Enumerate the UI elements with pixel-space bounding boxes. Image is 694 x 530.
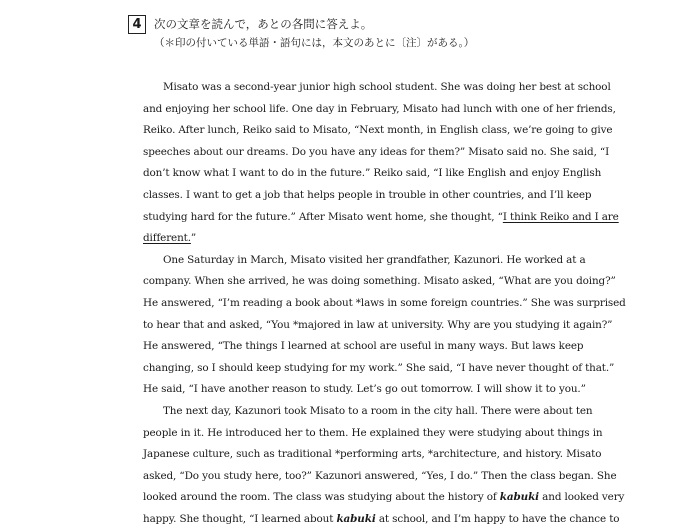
passage-line: The next day, Kazunori took Misato to a room in the city hall. There were about ten bbox=[163, 404, 593, 417]
italic-term: kabuki bbox=[336, 512, 376, 525]
passage-line: asked, “Do you study here, too?” Kazunori answered, “Yes, I do.” Then the class began. She bbox=[143, 469, 617, 482]
underlined-phrase-end: different. bbox=[143, 232, 191, 245]
passage-line: different.” bbox=[143, 232, 197, 245]
passage-line: don’t know what I want to do in the future.” Reiko said, “I like English and enjoy English bbox=[143, 167, 602, 180]
passage-line: He answered, “I’m reading a book about *laws in some foreign countries.” She was surprised bbox=[143, 296, 626, 309]
passage-line: studying hard for the future.” After Misato went home, she thought, “I think Reiko and I are bbox=[143, 210, 619, 223]
passage-line: Misato was a second-year junior high school student. She was doing her best at school bbox=[163, 81, 611, 93]
passage-line: to hear that and asked, “You *majored in law at university. Why are you studying it again?” bbox=[143, 318, 613, 331]
passage-line: classes. I want to get a job that helps people in trouble in other countries, and I’ll keep bbox=[143, 188, 592, 201]
passage-line: He said, “I have another reason to study. Let’s go out tomorrow. I will show it to you.” bbox=[143, 383, 586, 396]
passage-line: speeches about our dreams. Do you have any ideas for them?” Misato said no. She said, “I bbox=[143, 145, 610, 158]
underlined-phrase: I think Reiko and I are bbox=[502, 210, 619, 223]
vocabulary-note: （＊印の付いている単語・語句には，本文のあとに〔注〕がある。） bbox=[154, 37, 475, 49]
question-instruction: 次の文章を読んで，あとの各問に答えよ。 bbox=[154, 17, 373, 31]
passage-line: Japanese culture, such as traditional *performing arts, *architecture, and history. Misato bbox=[143, 448, 602, 461]
passage-line: and enjoying her school life. One day in February, Misato had lunch with one of her friends, bbox=[143, 102, 616, 115]
question-number-box: 4 bbox=[128, 15, 146, 34]
passage-line: company. When she arrived, he was doing something. Misato asked, “What are you doing?” bbox=[143, 275, 616, 288]
passage-line: Reiko. After lunch, Reiko said to Misato, “Next month, in English class, we’re going to give bbox=[143, 124, 613, 137]
passage-line: people in it. He introduced her to them. He explained they were studying about things in bbox=[143, 426, 603, 439]
passage-line: happy. She thought, “I learned about kabuki at school, and I’m happy to have the chance to bbox=[143, 512, 620, 525]
italic-term: kabuki bbox=[499, 491, 539, 504]
passage-line: looked around the room. The class was studying about the history of kabuki and looked very bbox=[143, 491, 625, 504]
passage-line: changing, so I should keep studying for my work.” She said, “I have never thought of that.” bbox=[143, 361, 615, 374]
passage-line: He answered, “The things I learned at school are useful in many ways. But laws keep bbox=[143, 340, 584, 353]
passage-line: One Saturday in March, Misato visited her grandfather, Kazunori. He worked at a bbox=[163, 253, 586, 266]
reading-passage bbox=[143, 77, 626, 530]
